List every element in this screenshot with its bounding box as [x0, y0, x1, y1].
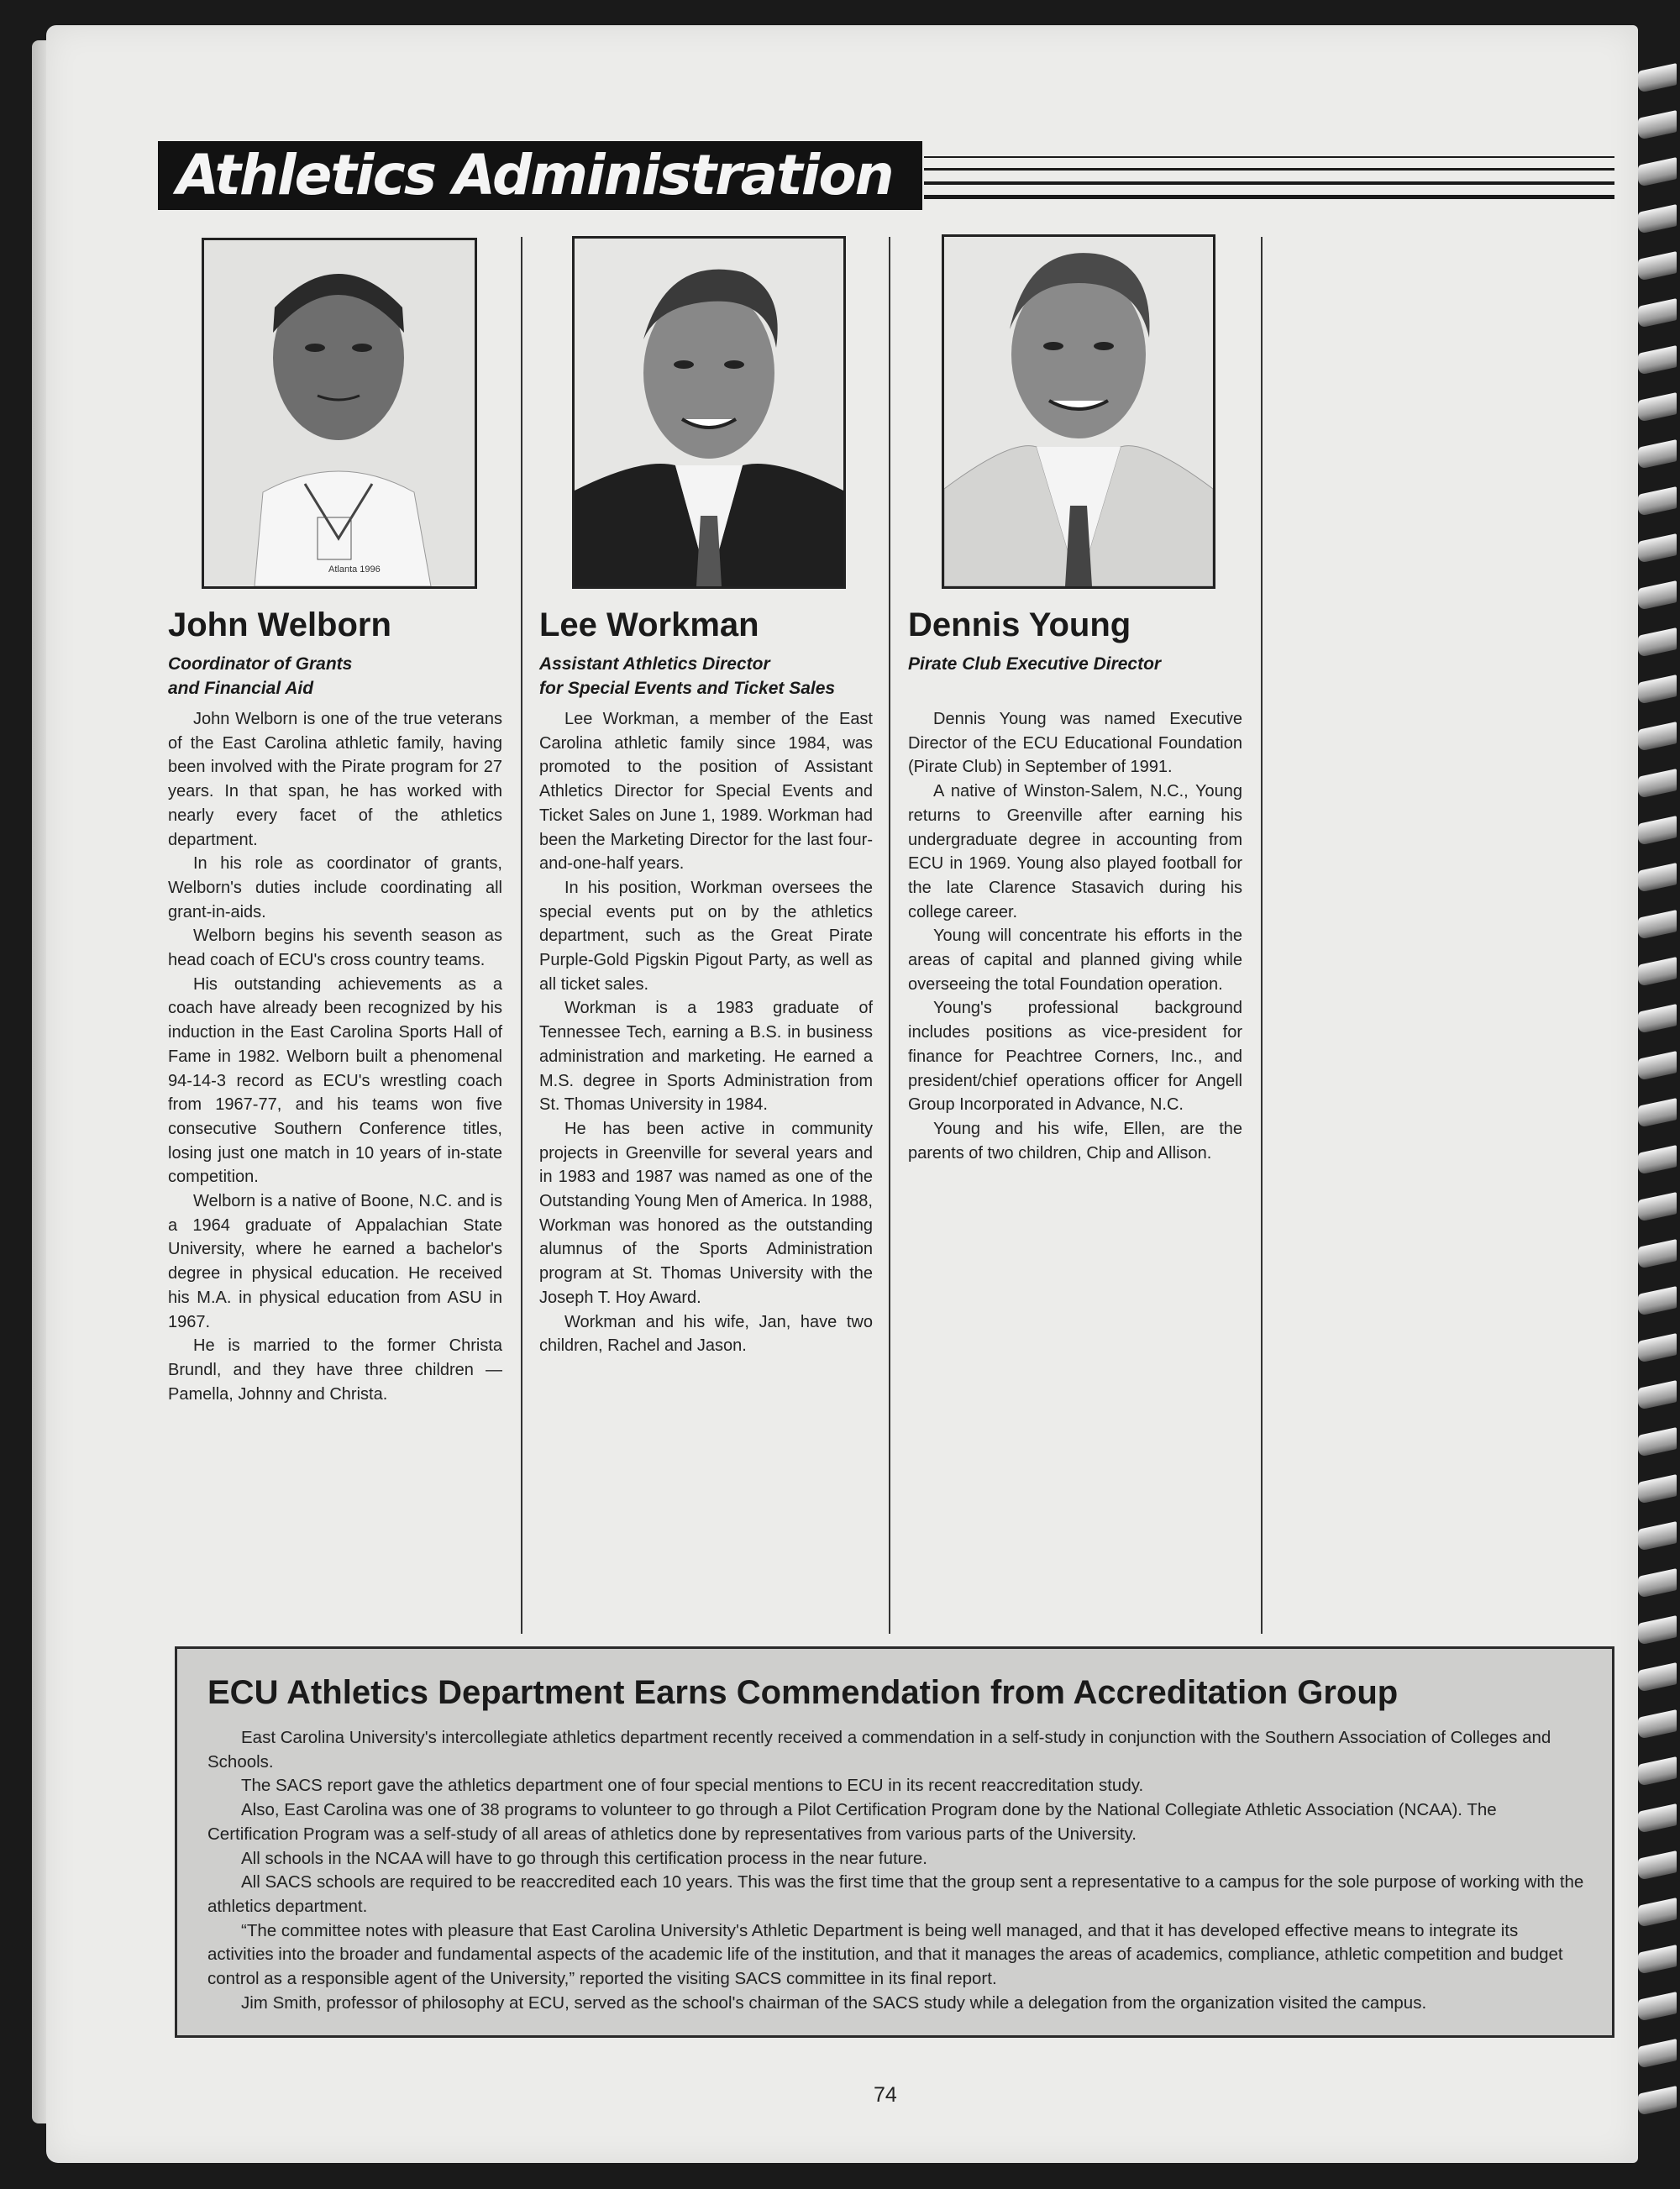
- spiral-coil: [1638, 1615, 1677, 1646]
- spiral-coil: [1638, 157, 1677, 187]
- page-number: 74: [874, 2083, 897, 2107]
- spiral-coil: [1638, 1992, 1677, 2022]
- title-rule-lines: [924, 156, 1614, 208]
- person-name: Lee Workman: [539, 606, 759, 643]
- photo-john-welborn: [202, 238, 477, 589]
- spiral-coil: [1638, 2039, 1677, 2069]
- spiral-coil: [1638, 298, 1677, 328]
- person-title: Pirate Club Executive Director: [908, 654, 1162, 674]
- spiral-coil: [1638, 1286, 1677, 1316]
- spiral-binding: [1630, 67, 1680, 2150]
- person-bio: Dennis Young was named Executive Director of the ECU Educational Foundation (Pirate Club) in September of 1991. A native of Winston-Salem, N.C., Young returns to Greenville after earning his undergraduate degree in accounting from ECU in 1969. Young also played football for the late Clarence Stasavich during his college career. Young will concentrate his efforts in the areas of capital and planned giving while overseeing the total Foundation operation. Young's professional background includes positions as vice-president for finance for Peachtree Corners, Inc., and president/chief operations officer for Angell Group Incorporated in Advance, N.C. Young and his wife, Ellen, are the parents of two children, Chip and Allison.: [908, 710, 1242, 1163]
- column-divider: [889, 237, 890, 1634]
- spiral-coil: [1638, 722, 1677, 752]
- photo-caption: Atlanta 1996: [328, 564, 381, 575]
- spiral-coil: [1638, 1803, 1677, 1834]
- commendation-headline: ECU Athletics Department Earns Commendation from Accreditation Group: [207, 1674, 1399, 1711]
- spiral-coil: [1638, 816, 1677, 846]
- spiral-coil: [1638, 910, 1677, 940]
- spiral-coil: [1638, 63, 1677, 93]
- spiral-coil: [1638, 1850, 1677, 1881]
- photo-dennis-young: [942, 234, 1215, 589]
- spiral-coil: [1638, 1756, 1677, 1787]
- spiral-coil: [1638, 769, 1677, 799]
- spiral-coil: [1638, 110, 1677, 140]
- spiral-coil: [1638, 627, 1677, 658]
- spiral-coil: [1638, 1333, 1677, 1363]
- spiral-coil: [1638, 1709, 1677, 1740]
- spiral-coil: [1638, 204, 1677, 234]
- spiral-coil: [1638, 1145, 1677, 1175]
- spiral-coil: [1638, 486, 1677, 517]
- person-title: Coordinator of Grants and Financial Aid: [168, 654, 353, 698]
- spiral-coil: [1638, 392, 1677, 423]
- person-name: John Welborn: [168, 606, 391, 643]
- spiral-coil: [1638, 439, 1677, 470]
- spiral-coil: [1638, 1192, 1677, 1222]
- spiral-coil: [1638, 1380, 1677, 1410]
- section-title: Athletics Administration: [158, 141, 922, 210]
- spiral-coil: [1638, 1898, 1677, 1928]
- spiral-coil: [1638, 1004, 1677, 1034]
- spiral-coil: [1638, 1427, 1677, 1457]
- spiral-coil: [1638, 1568, 1677, 1598]
- commendation-box: [175, 1646, 1614, 2038]
- spiral-coil: [1638, 863, 1677, 893]
- spiral-coil: [1638, 675, 1677, 705]
- spiral-coil: [1638, 1098, 1677, 1128]
- column-divider: [1261, 237, 1263, 1634]
- person-title: Assistant Athletics Director for Special Events and Ticket Sales: [539, 654, 836, 698]
- spiral-coil: [1638, 345, 1677, 375]
- spiral-coil: [1638, 580, 1677, 611]
- person-name: Dennis Young: [908, 606, 1131, 643]
- spiral-coil: [1638, 1239, 1677, 1269]
- column-divider: [521, 237, 522, 1634]
- person-bio: John Welborn is one of the true veterans of the East Carolina athletic family, having been involved with the Pirate program for 27 years. In that span, he has worked with nearly every facet of the athletics department. In his role as coordinator of grants, Welborn's duties include coordinating all grant-in-aids. Welborn begins his seventh season as head coach of ECU's cross country teams. His outstanding achievements as a coach have already been recognized by his induction in the East Carolina Sports Hall of Fame in 1982. Welborn built a phenomenal 94-14-3 record as ECU's wrestling coach from 1967-77, and his teams won five consecutive Southern Conference titles, losing just one match in 10 years of in-state competition. Welborn is a native of Boone, N.C. and is a 1964 graduate of Appalachian State University, where he earned a bachelor's degree in physical education. He received his M.A. in physical education from ASU in 1967. He is married to the former Christa Brundl, and they have three children — Pamella, Johnny and Christa.: [168, 710, 502, 1404]
- spiral-coil: [1638, 1521, 1677, 1551]
- spiral-coil: [1638, 2086, 1677, 2116]
- person-bio: Lee Workman, a member of the East Carolina athletic family since 1984, was promoted to the position of Assistant Athletics Director for Special Events and Ticket Sales on June 1, 1989. Workman had been the Marketing Director for the last four-and-one-half years. In his position, Workman oversees the special events put on by the athletics department, such as the Great Pirate Purple-Gold Pigskin Pigout Party, as well as all ticket sales. Workman is a 1983 graduate of Tennessee Tech, earning a B.S. in business administration and marketing. He earned a M.S. degree in Sports Administration from St. Thomas University in 1984. He has been active in community projects in Greenville for several years and in 1983 and 1987 was named as one of the Outstanding Young Men of America. In 1988, Workman was honored as the outstanding alumnus of the Sports Administration program at St. Thomas University with the Joseph T. Hoy Award. Workman and his wife, Jan, have two children, Rachel and Jason.: [539, 710, 873, 1356]
- commendation-body: East Carolina University's intercollegiate athletics department recently received a commendation in a self-study in conjunction with the Southern Association of Colleges and Schools. The SACS report gave the athletics department one of four special mentions to ECU in its recent reaccreditation study. Also, East Carolina was one of 38 programs to volunteer to go through a Pilot Certification Program done by the National Collegiate Athletic Association (NCAA). The Certification Program was a self-study of all areas of athletics done by representatives from various parts of the University. All schools in the NCAA will have to go through this certification process in the near future. All SACS schools are required to be reaccredited each 10 years. This was the first time that the group sent a representative to a campus for the sole purpose of working with the athletics department. “The committee notes with pleasure that East Carolina University's Athletic Department is being well managed, and that it has developed effective means to integrate its activities into the broader and fundamental aspects of the academic life of the institution, and that it manages the areas of academics, compliance, athletic competition and budget control as a responsible agent of the University,” reported the visiting SACS committee in its final report. Jim Smith, professor of philosophy at ECU, served as the school's chairman of the SACS study while a delegation from the organization visited the campus.: [207, 1728, 1584, 2013]
- spiral-coil: [1638, 957, 1677, 987]
- photo-lee-workman: [572, 236, 846, 589]
- spiral-coil: [1638, 251, 1677, 281]
- spiral-coil: [1638, 533, 1677, 564]
- spiral-coil: [1638, 1945, 1677, 1975]
- spiral-coil: [1638, 1051, 1677, 1081]
- spiral-coil: [1638, 1474, 1677, 1504]
- spiral-coil: [1638, 1662, 1677, 1693]
